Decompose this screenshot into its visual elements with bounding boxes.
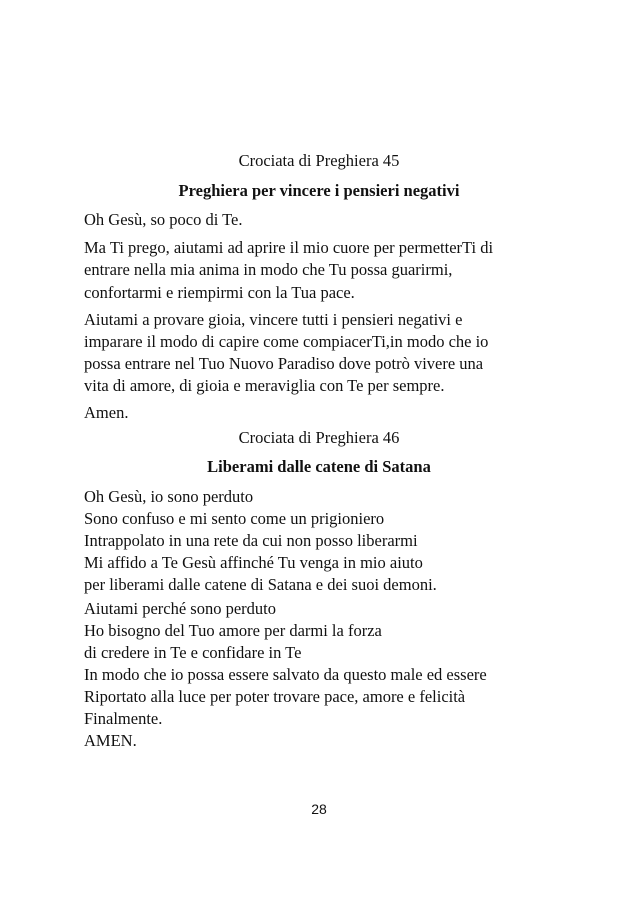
prayer-46-paragraph-1-line-4: Mi affido a Te Gesù affinché Tu venga in mio aiuto	[84, 553, 423, 572]
prayer-46-paragraph-2-line-2: Ho bisogno del Tuo amore per darmi la forza	[84, 621, 382, 640]
prayer-46-paragraph-2-line-6: Finalmente.	[84, 709, 163, 728]
page-number: 28	[311, 801, 327, 817]
prayer-46-paragraph-2-line-1: Aiutami perché sono perduto	[84, 599, 276, 618]
prayer-45-paragraph-2-line-3: confortarmi e riempirmi con la Tua pace.	[84, 283, 355, 302]
prayer-46-paragraph-1-line-5: per liberami dalle catene di Satana e dei suoi demoni.	[84, 575, 437, 594]
prayer-45-heading: Crociata di Preghiera 45	[238, 151, 400, 170]
prayer-46-paragraph-1-line-2: Sono confuso e mi sento come un prigioniero	[84, 509, 385, 528]
prayer-45-paragraph-3-line-1: Aiutami a provare gioia, vincere tutti i pensieri negativi e	[84, 310, 463, 329]
prayer-46-paragraph-1-line-3: Intrappolato in una rete da cui non posso liberarmi	[84, 531, 418, 550]
prayer-46-paragraph-2-line-5: Riportato alla luce per poter trovare pace, amore e felicità	[84, 687, 466, 706]
prayer-46-heading: Crociata di Preghiera 46	[238, 428, 400, 447]
prayer-46-paragraph-2-line-4: In modo che io possa essere salvato da questo male ed essere	[84, 665, 487, 684]
prayer-46-title: Liberami dalle catene di Satana	[207, 457, 431, 476]
prayer-45-paragraph-3-line-2: imparare il modo di capire come compiacerTi,in modo che io	[84, 332, 489, 351]
prayer-46-paragraph-1-line-1: Oh Gesù, io sono perduto	[84, 487, 254, 506]
prayer-45-amen: Amen.	[84, 403, 129, 422]
prayer-45-paragraph-3-line-4: vita di amore, di gioia e meraviglia con Te per sempre.	[84, 376, 445, 395]
prayer-46-paragraph-2-line-3: di credere in Te e confidare in Te	[84, 643, 302, 662]
prayer-45-paragraph-2-line-1: Ma Ti prego, aiutami ad aprire il mio cuore per permetterTi di	[84, 238, 494, 257]
prayer-45-title: Preghiera per vincere i pensieri negativi	[178, 181, 460, 200]
prayer-45-paragraph-3-line-3: possa entrare nel Tuo Nuovo Paradiso dove potrò vivere una	[84, 354, 484, 373]
prayer-45-paragraph-2-line-2: entrare nella mia anima in modo che Tu possa guarirmi,	[84, 260, 453, 279]
prayer-46-amen: AMEN.	[84, 731, 137, 750]
prayer-45-paragraph-1: Oh Gesù, so poco di Te.	[84, 210, 243, 229]
